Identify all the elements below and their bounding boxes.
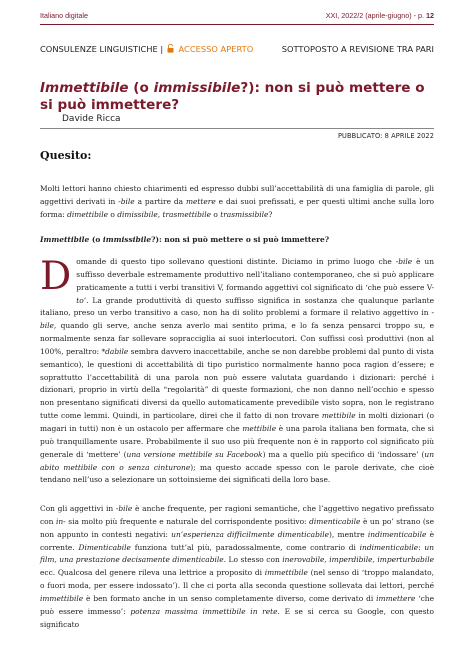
- title-divider: [40, 128, 434, 129]
- italic-run: una versione mettibile su Facebook: [126, 449, 263, 459]
- italic-run: indimenticabile: [367, 529, 427, 539]
- text-run: è ben formato anche in un senso completamente diverso, come derivato di: [83, 593, 377, 603]
- italic-run: un abito mettibile con o senza cinturone: [40, 449, 435, 472]
- text-run: ’. La grande produttività di questo suffisso significa in sostanza che qualunque parlante italiano, preso un verbo transitivo a caso, non ha di solito problemi a formare il relativo aggettivo in: [40, 295, 434, 318]
- section-label: CONSULENZE LINGUISTICHE |: [40, 44, 164, 54]
- text-run: . E se si cerca su Google, con questo significato: [40, 606, 434, 629]
- title-text-1: (o: [128, 80, 154, 96]
- italic-run: immettere: [376, 593, 416, 603]
- text-run: o: [211, 209, 221, 219]
- text-run: ‘che può essere immesso’:: [40, 593, 434, 616]
- text-run: in molti dizionari (o magari in tutti) non è un ostacolo per affermare che: [40, 411, 434, 433]
- italic-run: -bile: [118, 196, 135, 206]
- italic-run: in-: [56, 516, 66, 526]
- italic-run: dimettibile: [67, 209, 109, 219]
- text-run: e dai suoi prefissati, e per questi ultimi anche sulla loro forma:: [40, 196, 434, 219]
- question-heading: Quesito:: [40, 149, 92, 162]
- peer-review-label: SOTTOPOSTO A REVISIONE TRA PARI: [281, 44, 434, 54]
- italic-run: potenza massima immettibile in rete: [130, 606, 278, 616]
- text-run: omande di questo tipo sollevano questioni distinte. Diciamo in primo luogo che: [76, 257, 396, 266]
- italic-run: Dimenticabile: [78, 542, 131, 552]
- text-run: funziona tutt’al più, paradossalmente, come contrario di: [130, 542, 360, 552]
- italic-run: mettibile: [242, 423, 277, 433]
- text-run: ?): non si può mettere o si può immettere?: [151, 235, 330, 244]
- italic-run: immettibile: [40, 593, 84, 603]
- italic-run: -bile: [115, 504, 133, 513]
- issue-text: XXI, 2022/2 (aprile-giugno) - p.: [325, 11, 426, 20]
- italic-run: trasmissibile: [220, 209, 269, 219]
- text-run: è una parola italiana ben formata, che si può tranquillamente usare. Probabilmente il suo uso più frequente non è in rapporto col significato più generale di ‘mettere’ (: [40, 423, 434, 459]
- text-run: ), mentre: [329, 529, 368, 539]
- italic-run: mettere: [185, 196, 216, 206]
- text-run: ?: [268, 209, 273, 219]
- text-run: Molti lettori hanno chiesto chiarimenti ed espresso dubbi sull’accettabilità di una famiglia di parole, gli aggettivi derivati in: [40, 184, 434, 206]
- italic-run: trasmettibile: [162, 209, 212, 219]
- italic-run: un’esperienza difficilmente dimenticabile: [171, 529, 330, 539]
- italic-run: immettibile: [264, 568, 308, 578]
- open-lock-icon: [167, 44, 174, 55]
- italic-run: immissibile: [102, 235, 152, 244]
- italic-run: Immettibile: [40, 235, 90, 244]
- running-header: [40, 11, 434, 23]
- page-number: 12: [426, 11, 434, 20]
- italic-run: to: [76, 295, 84, 305]
- author-name: Davide Ricca: [62, 114, 121, 124]
- italic-run: un film, una prestazione decisamente dimenticabile: [40, 542, 434, 565]
- italic-run: dimissibile: [117, 209, 158, 219]
- text-run: ); ma questo accade spesso con le parole derivate, che cioè tendano nell’uso a selezionare un sottoinsieme dei significati della loro base.: [40, 462, 434, 485]
- text-run: è corrente.: [40, 529, 434, 552]
- open-access-label: ACCESSO APERTO: [178, 44, 254, 54]
- text-run: sia molto più frequente e naturale del corrispondente positivo:: [65, 516, 310, 526]
- title-italic-2: immissibile: [153, 80, 241, 96]
- italic-run: mettibile: [321, 411, 356, 421]
- italic-run: inerovabile, imperdibile, imperturbabile: [282, 555, 434, 565]
- journal-name: Italiano digitale: [40, 11, 88, 20]
- answer-heading: [40, 234, 434, 247]
- italic-run: -bile: [40, 308, 434, 331]
- text-run: ,: [157, 209, 163, 219]
- header-divider: [40, 24, 434, 25]
- italic-run: dimenticabile: [309, 516, 361, 526]
- text-run: (o: [89, 235, 103, 244]
- issue-info: [326, 11, 434, 20]
- category-line: [40, 44, 434, 56]
- text-run: (nel senso di ‘troppo malandato, o fuori moda, per essere indossato’). Il che ci porta alla seconda questione sollevata dai lettori, perché: [40, 568, 434, 591]
- drop-cap: D: [40, 254, 72, 299]
- text-run: è un suffisso deverbale estremamente produttivo nell’italiano contemporaneo, che si può applicare praticamente a tutti i verbi transitivi V, formando aggettivi col significato di ‘che può essere V-: [76, 257, 434, 292]
- answer-paragraph-2: [40, 503, 434, 631]
- text-run: è un po’ strano (se non appunto in contesti negativi:: [40, 516, 434, 539]
- italic-run: dabile: [105, 346, 129, 356]
- title-italic-1: Immettibile: [40, 80, 129, 96]
- text-run: sembra davvero inaccettabile, anche se non darebbe problemi dal punto di vista semantico), le questioni di accettabilità di tipo puristico normalmente hanno poca ragion d’essere; e soprattutto l’accettabilità di una parola non può essere valutata guardando i dizionari: perché i dizionari, proprio in virtù della “regolarità” di queste formazioni, che non danno nell’occhio e spesso non presentano significati diversi da quello automaticamente prevedibile visto sopra, non le registrano tutte come lemmi. Quindi, in particolare, direi che il fatto di non trovare: [40, 346, 434, 421]
- text-run: . Lo stesso con: [223, 555, 283, 565]
- question-paragraph: [40, 183, 434, 222]
- article-title: [40, 80, 440, 114]
- text-run: ) ma a quello più specifico di ‘indossare’ (: [262, 449, 425, 459]
- text-run: , quando gli serve, anche senza averlo mai sentito prima, e lo fa senza pensarci troppo su, e normalmente senza far sollevare sopracciglia ai suoi interlocutori. Con suffissi così produttivi (non al 100%, peraltro: *: [40, 321, 434, 356]
- text-run: a partire da: [134, 196, 186, 206]
- text-run: Con gli aggettivi in: [40, 504, 116, 513]
- italic-run: -bile: [395, 257, 413, 266]
- answer-paragraph-1: [40, 256, 434, 487]
- text-run: ecc. Qualcosa del genere rileva una lettrice a proposito di: [40, 568, 265, 578]
- title-text-2: ?): non si può mettere o si può immettere?: [40, 80, 425, 113]
- text-run: :: [418, 542, 425, 552]
- text-run: è anche frequente, per ragioni semantiche, che l’aggettivo negativo prefissato con: [40, 504, 434, 526]
- publication-date: PUBBLICATO: 8 APRILE 2022: [337, 132, 434, 140]
- italic-run: indimenticabile: [359, 542, 419, 552]
- text-run: o: [108, 209, 118, 219]
